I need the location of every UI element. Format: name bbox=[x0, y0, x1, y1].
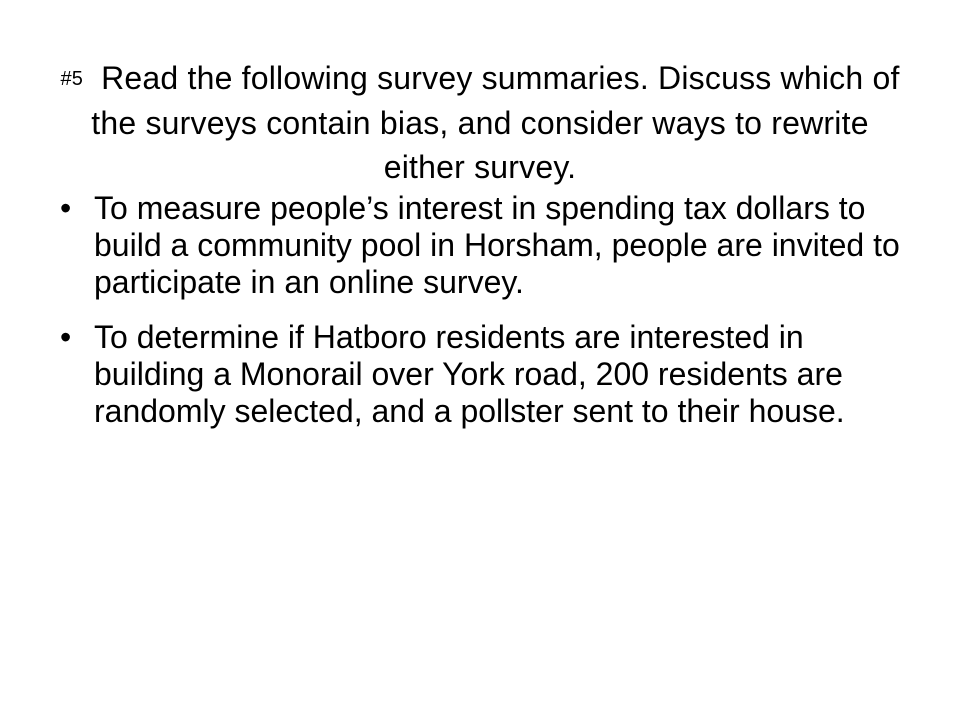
bullet-item-online-survey bbox=[60, 190, 900, 301]
bullet-text: To determine if Hatboro residents are interested in building a Monorail over York road, 200 residents are randomly selected, and a pollster sent to their house. bbox=[94, 319, 845, 429]
slide-title: Read the following survey summaries. Discuss which of the surveys contain bias, and consider ways to rewrite either survey. bbox=[91, 60, 900, 185]
bullet-icon: • bbox=[60, 319, 72, 355]
slide-title-block bbox=[60, 56, 900, 189]
bullet-item-pollster-survey bbox=[60, 319, 900, 430]
bullet-list bbox=[60, 190, 900, 448]
bullet-icon: • bbox=[60, 190, 72, 226]
question-number: #5 bbox=[60, 68, 84, 90]
bullet-text: To measure people’s interest in spending tax dollars to build a community pool in Horsham, people are invited to participate in an online survey. bbox=[94, 190, 900, 300]
